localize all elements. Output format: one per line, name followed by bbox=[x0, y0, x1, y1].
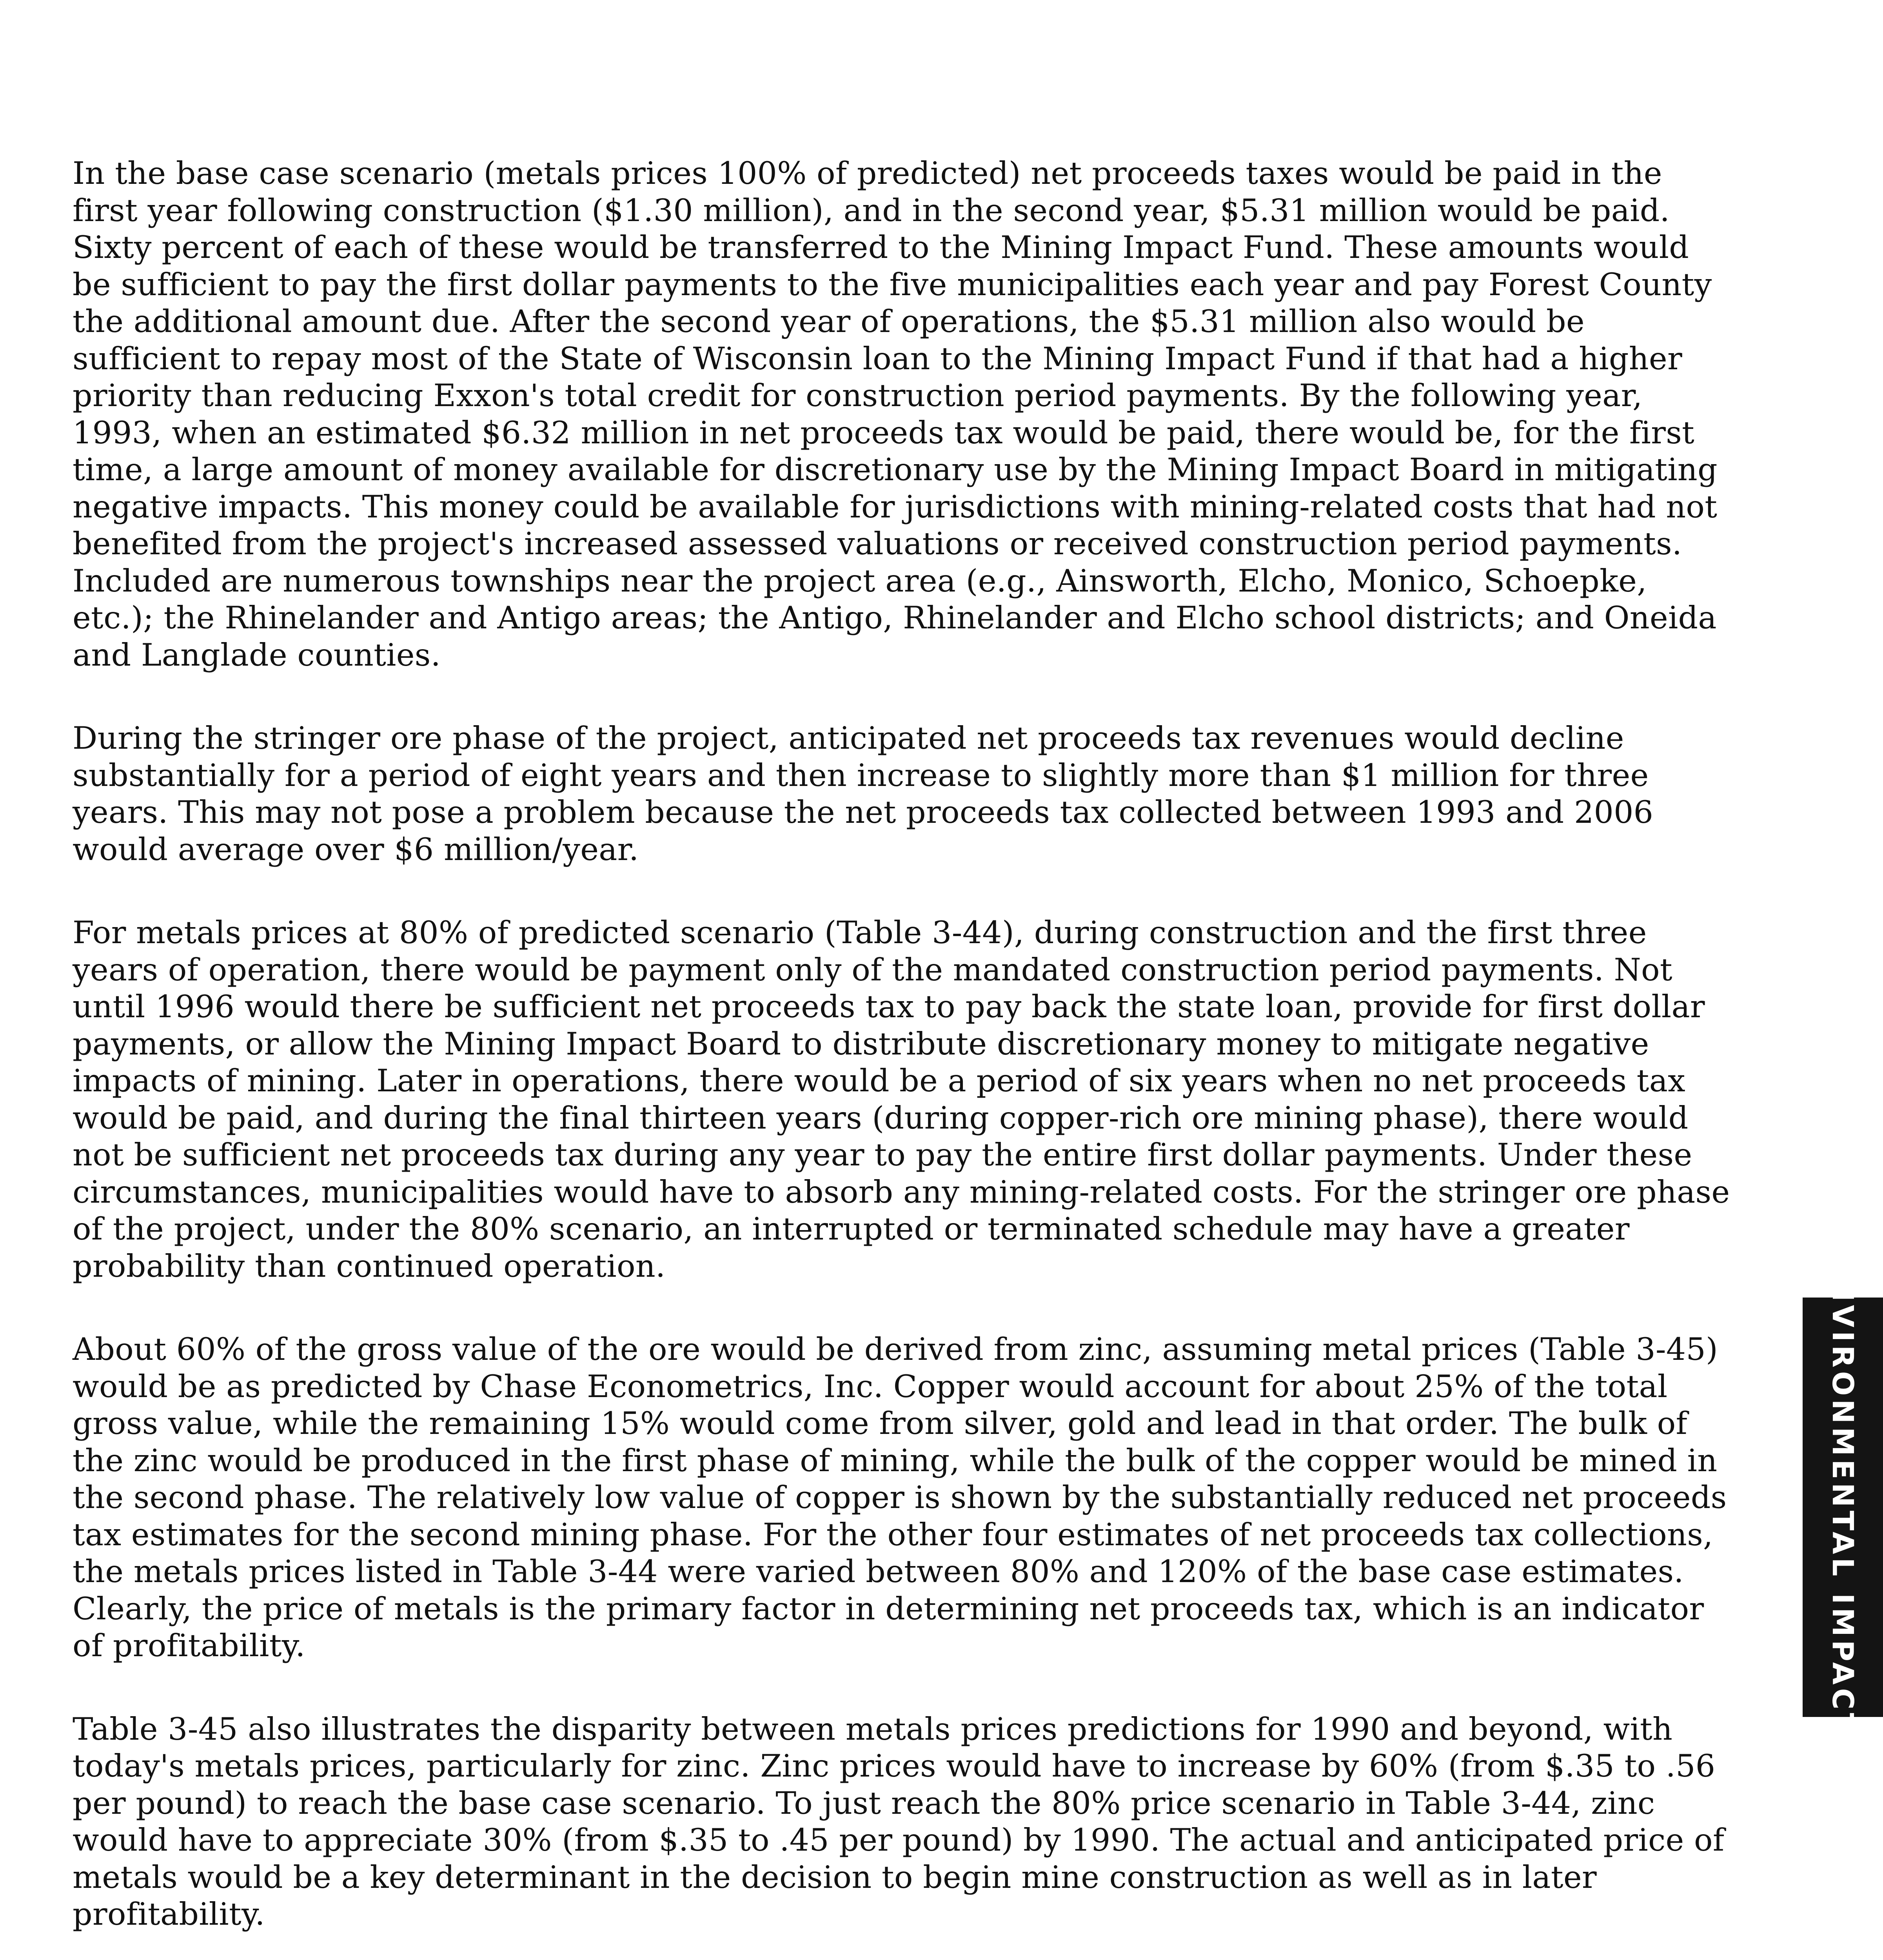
paragraph-80-percent-scenario: For metals prices at 80% of predicted scenario (Table 3-44), during construction and the first three years of operation, there would be payment only of the mandated construction period payments. Not until 1996 would there be sufficient net proceeds tax to pay back the state loan, provide for first dollar payments, or allow the Mining Impact Board to distribute discretionary money to mitigate negative impacts of mining. Later in operations, there would be a period of six years when no net proceeds tax would be paid, and during the final thirteen years (during copper-rich ore mining phase), there would not be sufficient net proceeds tax during any year to pay the entire first dollar payments. Under these circumstances, municipalities would have to absorb any mining-related costs. For the stringer ore phase of the project, under the 80% scenario, an interrupted or terminated schedule may have a greater probability than continued operation. bbox=[73, 915, 1730, 1284]
paragraph-gross-value: About 60% of the gross value of the ore would be derived from zinc, assuming metal prices (Table 3-45) would be as predicted by Chase Econometrics, Inc. Copper would account for about 25% of the total gross value, while the remaining 15% would come from silver, gold and lead in that order. The bulk of the zinc would be produced in the first phase of mining, while the bulk of the copper would be mined in the second phase. The relatively low value of copper is shown by the substantially reduced net proceeds tax estimates for the second mining phase. For the other four estimates of net proceeds tax collections, the metals prices listed in Table 3-44 were varied between 80% and 120% of the base case estimates. Clearly, the price of metals is the primary factor in determining net proceeds tax, which is an indicator of profitability. bbox=[73, 1331, 1727, 1664]
section-side-tab-label: ENVIRONMENTAL IMPACTS bbox=[1826, 1254, 1859, 1761]
paragraph-price-disparity: Table 3-45 also illustrates the disparity between metals prices predictions for 1990 and beyond, with today's metals prices, particularly for zinc. Zinc prices would have to increase by 60% (from $.35 to .56 per pound) to reach the base case scenario. To just reach the 80% price scenario in Table 3-44, zinc would have to appreciate 30% (from $.35 to .45 per pound) by 1990. The actual and anticipated price of metals would be a key determinant in the decision to begin mine construction as well as in later profitability. bbox=[73, 1711, 1725, 1932]
paragraph-base-case: In the base case scenario (metals prices 100% of predicted) net proceeds taxes would be paid in the first year following construction ($1.30 million), and in the second year, $5.31 million would be paid. Sixty percent of each of these would be transferred to the Mining Impact Fund. These amounts would be sufficient to pay the first dollar payments to the five municipalities each year and pay Forest County the additional amount due. After the second year of operations, the $5.31 million also would be sufficient to repay most of the State of Wisconsin loan to the Mining Impact Fund if that had a higher priority than reducing Exxon's total credit for construction period payments. By the following year, 1993, when an estimated $6.32 million in net proceeds tax would be paid, there would be, for the first time, a large amount of money available for discretionary use by the Mining Impact Board in mitigating negative impacts. This money could be available for jurisdictions with mining-related costs that had not benefited from the project's increased assessed valuations or received construction period payments. Included are numerous townships near the project area (e.g., Ainsworth, Elcho, Monico, Schoepke, etc.); the Rhinelander and Antigo areas; the Antigo, Rhinelander and Elcho school districts; and Oneida and Langlade counties. bbox=[73, 155, 1718, 673]
section-side-tab bbox=[1803, 1254, 1883, 1761]
paragraph-stringer-ore: During the stringer ore phase of the project, anticipated net proceeds tax revenues would decline substantially for a period of eight years and then increase to slightly more than $1 million for three years. This may not pose a problem because the net proceeds tax collected between 1993 and 2006 would average over $6 million/year. bbox=[73, 720, 1654, 867]
document-body bbox=[73, 155, 1735, 1960]
